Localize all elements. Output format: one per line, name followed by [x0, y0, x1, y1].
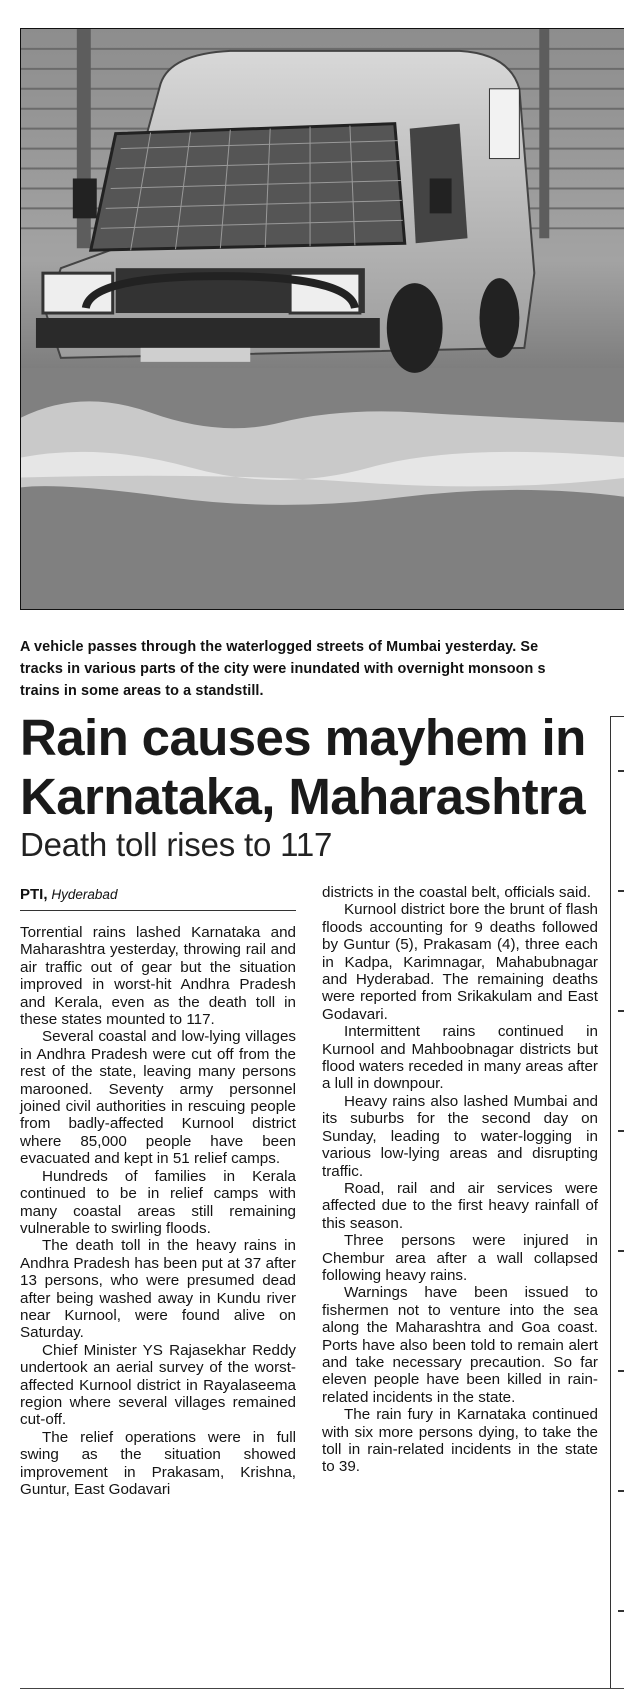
adjacent-text-fragment — [618, 1610, 624, 1612]
byline-agency: PTI, — [20, 886, 48, 903]
adjacent-text-fragment — [618, 1130, 624, 1132]
paragraph: Warnings have been issued to fishermen not to venture into the sea along the Maharashtra and Goa coast. Ports have also been told to remain alert and take necessary precaution. So far eleven people have been killed in rain-related incidents in the state. — [322, 1284, 598, 1406]
byline-divider — [20, 910, 296, 911]
paragraph: Heavy rains also lashed Mumbai and its suburbs for the second day on Sunday, leading to water-logging in various low-lying areas and disrupting traffic. — [322, 1092, 598, 1180]
paragraph: The death toll in the heavy rains in Andhra Pradesh has been put at 37 after 13 persons, who were presumed dead after being washed away in Kundu river near Kurnool, were found alive on Saturday. — [20, 1237, 296, 1342]
paragraph: Torrential rains lashed Karnataka and Maharashtra yesterday, throwing rail and air traffic out of gear but the situation improved in worst-hit Andhra Pradesh and Kerala, even as the death toll in these states mounted to 117. — [20, 924, 296, 1029]
caption-line: tracks in various parts of the city were inundated with overnight monsoon s — [20, 661, 546, 677]
byline-place: Hyderabad — [51, 887, 118, 902]
paragraph: districts in the coastal belt, officials said. — [322, 884, 591, 901]
headline — [20, 708, 620, 826]
news-photo-vehicle-in-flood — [20, 28, 624, 610]
adjacent-text-fragment — [618, 1250, 624, 1252]
paragraph: Kurnool district bore the brunt of flash floods accounting for 9 deaths followed by Guntur (5), Prakasam (4), three each in Kadpa, Karimnagar, Mahabubnagar and Hyderabad. The remaining deaths were reported from Srikakulam and East Godavari. — [322, 901, 598, 1023]
photo-caption — [20, 636, 624, 704]
byline — [20, 886, 117, 903]
paragraph: Road, rail and air services were affected due to the first heavy rainfall of this season. — [322, 1179, 598, 1232]
paragraph: Several coastal and low-lying villages in Andhra Pradesh were cut off from the rest of the state, leaving many persons marooned. Seventy army personnel joined civil authorities in rescuing people from badly-affected Kurnool district where 85,000 people have been evacuated and kept in 51 relief camps. — [20, 1028, 296, 1168]
adjacent-text-fragment — [618, 1010, 624, 1012]
adjacent-text-fragment — [618, 890, 624, 892]
paragraph: Hundreds of families in Kerala continued to be in relief camps with many coastal areas still remaining vulnerable to swirling floods. — [20, 1167, 296, 1237]
paragraph: The relief operations were in full swing as the situation showed improvement in Prakasam, Krishna, Guntur, East Godavari — [20, 1428, 296, 1498]
adjacent-text-fragment — [618, 770, 624, 772]
headline-line: Rain causes mayhem in — [20, 709, 586, 766]
caption-line: A vehicle passes through the waterlogged streets of Mumbai yesterday. Se — [20, 639, 539, 655]
page-bottom-rule — [20, 1688, 624, 1689]
adjacent-text-fragment — [618, 1370, 624, 1372]
article-column-2 — [322, 884, 598, 1476]
paragraph: Three persons were injured in Chembur area after a wall collapsed following heavy rains. — [322, 1232, 598, 1284]
paragraph: The rain fury in Karnataka continued with six more persons dying, to take the toll in rain-related incidents in the state to 39. — [322, 1406, 598, 1476]
adjacent-text-fragment — [618, 1490, 624, 1492]
paragraph: Intermittent rains continued in Kurnool and Mahboobnagar districts but flood waters receded in many areas after a lull in downpour. — [322, 1023, 598, 1093]
headline-line: Karnataka, Maharashtra — [20, 768, 586, 825]
subheadline: Death toll rises to 117 — [20, 826, 333, 863]
adjacent-story-border — [610, 716, 624, 1689]
caption-line: trains in some areas to a standstill. — [20, 683, 264, 699]
article-column-1 — [20, 924, 296, 1498]
paragraph: Chief Minister YS Rajasekhar Reddy undertook an aerial survey of the worst-affected Kurnool district in Rayalaseema region where several villages remained cut-off. — [20, 1341, 296, 1429]
